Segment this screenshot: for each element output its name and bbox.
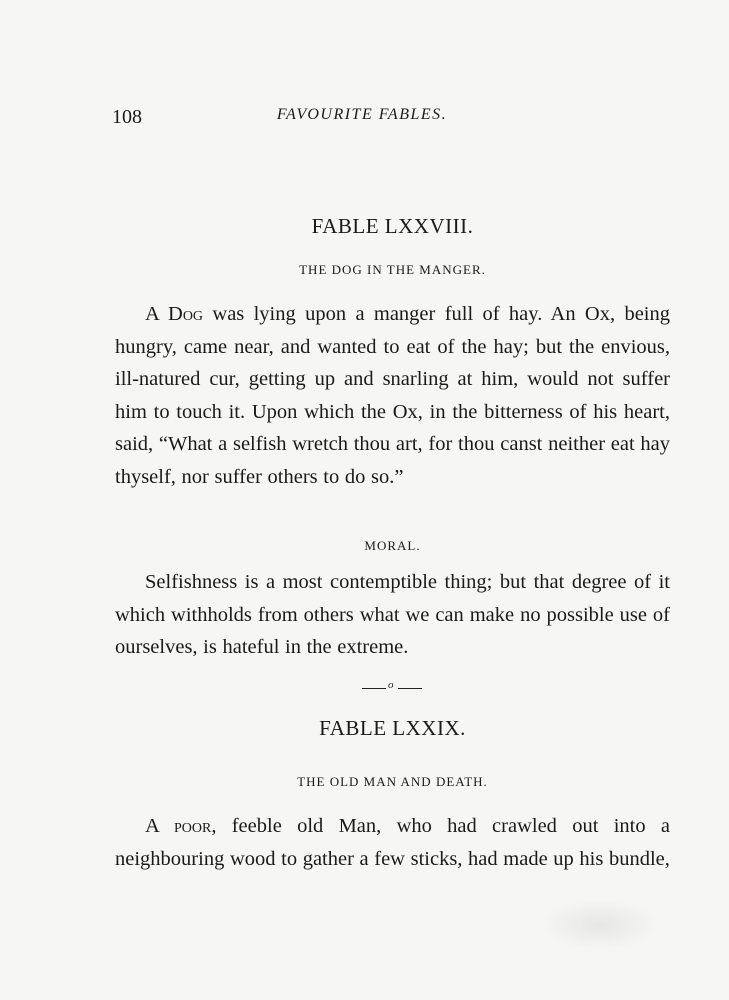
running-title: FAVOURITE FABLES. xyxy=(276,106,448,123)
fable-body xyxy=(115,298,670,494)
divider-rule-left xyxy=(362,688,386,689)
fable-body-lead: A Dog xyxy=(145,303,204,325)
moral-heading: MORAL. xyxy=(364,538,421,553)
fable-body-text-2: , feeble old Man, who had crawled out into a neighbouring wood to gather a few sticks, had made up his bundle, xyxy=(115,815,670,870)
fable-subtitle: THE DOG IN THE MANGER. xyxy=(299,262,486,277)
page-header xyxy=(112,106,612,132)
fable-title: FABLE LXXVIII. xyxy=(311,214,474,238)
divider-ornament: o xyxy=(388,679,394,691)
fable-body-text: was lying upon a manger full of hay. An Ox, being hungry, came near, and wanted to eat of the hay; but the envious, ill-natured cur, getting up and snarling at him, would not suffer him to touch it. Upon which the Ox, in the bitterness of his heart, said, “What a selfish wretch thou art, for thou canst neither eat hay thyself, nor suffer others to do so.” xyxy=(115,303,670,488)
page-number: 108 xyxy=(112,106,142,128)
fable-body-2 xyxy=(115,810,670,875)
paper-stain xyxy=(540,900,660,950)
fable-title-2: FABLE LXXIX. xyxy=(319,716,466,740)
divider-rule-right xyxy=(398,688,422,689)
moral-text: Selfishness is a most contemptible thing; but that degree of it which withholds from others what we can make no possible use of ourselves, is hateful in the extreme. xyxy=(115,571,670,659)
section-divider xyxy=(362,679,422,694)
fable-subtitle-2: THE OLD MAN AND DEATH. xyxy=(297,774,488,789)
fable-body-lead-2: A poor xyxy=(145,815,212,837)
